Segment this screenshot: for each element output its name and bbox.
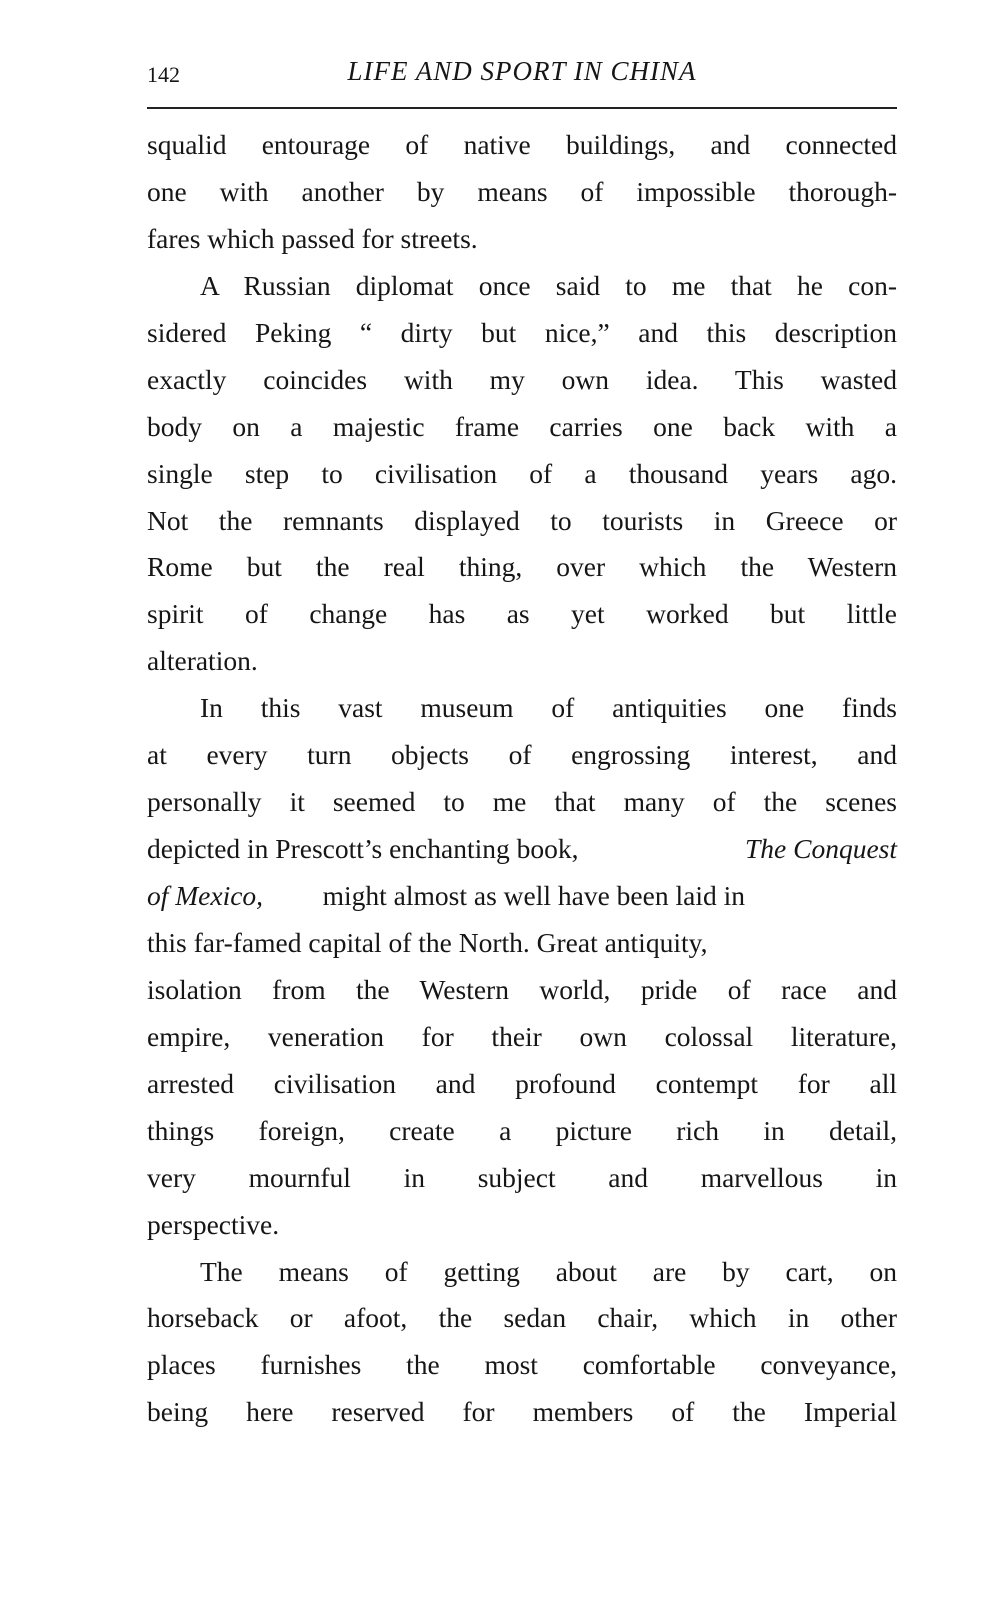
text-line: fares which passed for streets. [147, 222, 478, 254]
text-line: The means of getting about are by cart, on [200, 1255, 897, 1287]
paragraph [147, 1249, 897, 1437]
text-line: squalid entourage of native buildings, and connected [147, 129, 897, 160]
text-line: personally it seemed to me that many of the scenes [147, 786, 897, 818]
text-line: being here reserved for members of the Imperial [147, 1396, 897, 1428]
book-title: The Conquest [744, 833, 897, 865]
page-number: 142 [147, 62, 180, 87]
text-line: Rome but the real thing, over which the Western [147, 551, 897, 583]
text-line: arrested civilisation and profound contempt for all [147, 1067, 897, 1099]
text-line: body on a majestic frame carries one back with a [147, 410, 897, 442]
text-line: isolation from the Western world, pride of race and [147, 973, 897, 1005]
text-line: this far-famed capital of the North. Great antiquity, [147, 926, 708, 958]
text-line: sidered Peking “ dirty but nice,” and this description [147, 316, 897, 348]
page-header [147, 56, 897, 96]
text-line: very mournful in subject and marvellous in [147, 1161, 897, 1193]
text-segment: depicted in Prescott’s enchanting book, [147, 833, 579, 865]
text-line: exactly coincides with my own idea. This wasted [147, 363, 897, 395]
paragraph [147, 122, 897, 263]
text-line: one with another by means of impossible thorough- [147, 175, 897, 207]
text-line [147, 826, 897, 873]
text-line: A Russian diplomat once said to me that he con- [200, 269, 897, 301]
text-line: empire, veneration for their own colossal literature, [147, 1020, 897, 1052]
paragraph [147, 263, 897, 685]
running-title: LIFE AND SPORT IN CHINA [347, 56, 697, 86]
text-line: places furnishes the most comfortable conveyance, [147, 1349, 897, 1381]
body-text [147, 122, 897, 1436]
text-line [147, 873, 897, 920]
text-segment: might almost as well have been laid in [322, 880, 745, 911]
text-line: things foreign, create a picture rich in detail, [147, 1114, 897, 1146]
text-line: Not the remnants displayed to tourists in Greece or [147, 504, 897, 536]
text-line: at every turn objects of engrossing interest, and [147, 739, 897, 771]
header-rule [147, 107, 897, 109]
text-line: perspective. [147, 1208, 280, 1240]
paragraph [147, 685, 897, 1248]
text-line: horseback or afoot, the sedan chair, which in other [147, 1302, 897, 1334]
text-line: single step to civilisation of a thousand years ago. [147, 457, 897, 489]
text-line: In this vast museum of antiquities one finds [200, 692, 897, 724]
text-line: spirit of change has as yet worked but little [147, 598, 897, 630]
text-line: alteration. [147, 645, 258, 677]
book-title: of Mexico, [147, 880, 264, 911]
